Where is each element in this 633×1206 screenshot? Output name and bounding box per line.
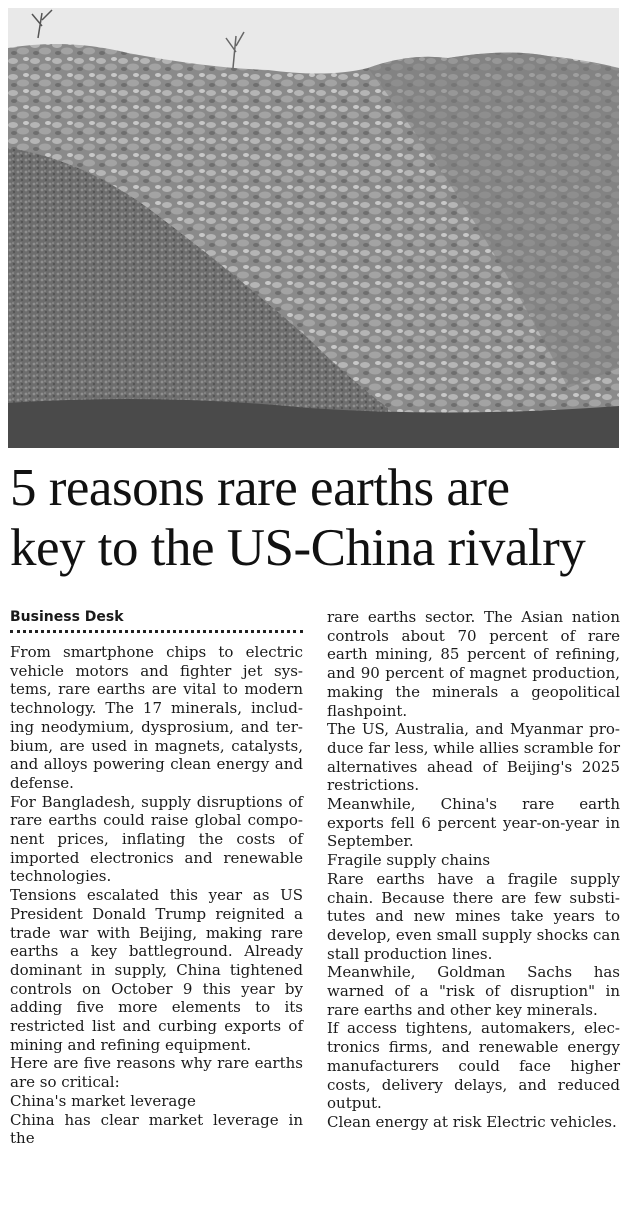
paragraph: From smartphone chips to electric vehicle motors and fighter jet systems, rare earths are vital to modern technology. The 17 minerals, including neodymium, dysprosium, and terbium, are used in magnets, catalysts, and alloys powering clean energy and defense. [10, 643, 303, 792]
article-column-left [10, 608, 303, 1148]
article-photo [8, 8, 619, 448]
headline [10, 458, 625, 578]
subheading: China's market leverage [10, 1091, 196, 1110]
paragraph: Meanwhile, Goldman Sachs has warned of a "risk of disruption" in rare earths and other key minerals. [327, 963, 620, 1019]
subheading: Clean energy at risk Electric vehicles. [327, 1112, 617, 1131]
paragraph: For Bangladesh, supply disruptions of rare earths could raise global component prices, inflating the costs of imported electronics and renewable technologies. [10, 792, 303, 886]
article-column-right [327, 608, 620, 1132]
paragraph: Rare earths have a fragile supply chain. Because there are few substitutes and new mines take years to develop, even small supply shocks can stall production lines. [327, 869, 620, 963]
headline-line-1: 5 reasons rare earths are [10, 459, 510, 517]
byline: Business Desk [10, 608, 303, 633]
ore-piles-image [8, 8, 619, 448]
paragraph: The US, Australia, and Myanmar produce far less, while allies scramble for alternatives ahead of Beijing's 2025 restrictions. [327, 720, 620, 795]
paragraph: rare earths sector. The Asian nation controls about 70 percent of rare earth mining, 85 percent of refining, and 90 percent of magnet production, making the minerals a geopolitical flashpoint. [327, 608, 620, 720]
paragraph: If access tightens, automakers, electronics firms, and renewable energy manufacturers could face higher costs, delivery delays, and reduced output. [327, 1019, 620, 1113]
paragraph: Here are five reasons why rare earths are so critical: [10, 1054, 303, 1092]
headline-line-2: key to the US-China rivalry [10, 519, 586, 577]
paragraph: China has clear market leverage in the [10, 1110, 303, 1148]
subheading: Fragile supply chains [327, 851, 491, 870]
paragraph: Tensions escalated this year as US President Donald Trump reignited a trade war with Beijing, making rare earths a key battleground. Already dominant in supply, China tightened controls on October 9 this year by adding five more elements to its restricted list and curbing exports of mining and refining equipment. [10, 886, 303, 1054]
paragraph: Meanwhile, China's rare earth exports fell 6 percent year-on-year in September. [327, 795, 620, 851]
